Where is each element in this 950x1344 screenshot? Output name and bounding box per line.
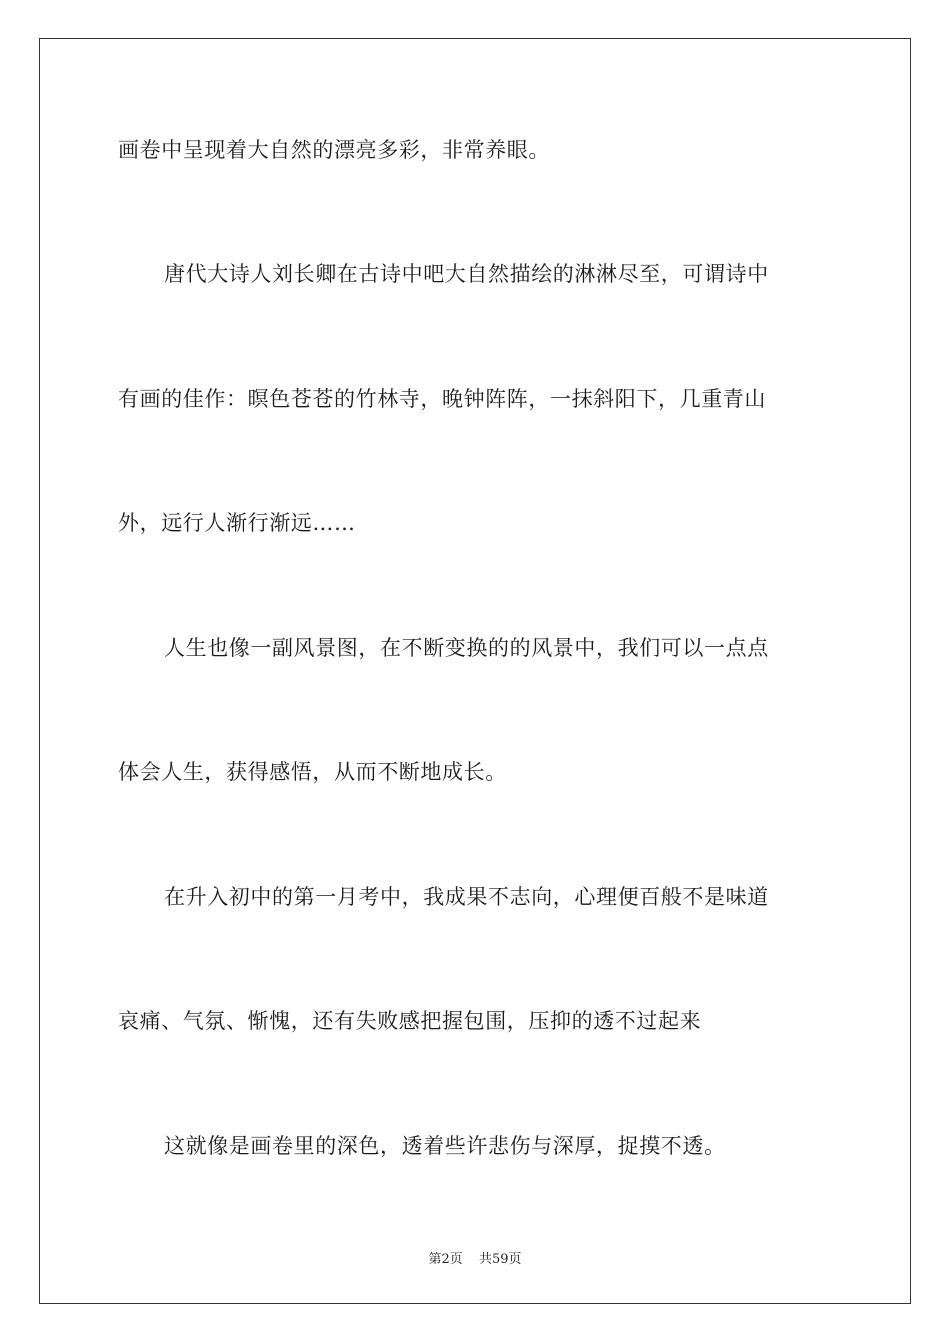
text-line-7: 在升入初中的第一月考中，我成果不志向，心理便百般不是味道 <box>164 885 769 909</box>
text-line-3: 有画的佳作：暝色苍苍的竹林寺，晚钟阵阵，一抹斜阳下，几重青山 <box>118 387 766 411</box>
text-line-6: 体会人生，获得感悟，从而不断地成长。 <box>118 760 507 784</box>
page-number: 第2页 <box>428 1252 463 1267</box>
text-line-5: 人生也像一副风景图，在不断变换的的风景中，我们可以一点点 <box>164 636 769 660</box>
page-frame <box>39 38 911 1304</box>
text-line-4: 外，远行人渐行渐远…… <box>118 511 356 535</box>
text-line-2: 唐代大诗人刘长卿在古诗中吧大自然描绘的淋淋尽至，可谓诗中 <box>164 262 769 286</box>
total-pages: 共59页 <box>478 1252 522 1267</box>
text-line-8: 哀痛、气氛、惭愧，还有失败感把握包围，压抑的透不过起来 <box>118 1009 702 1033</box>
page-footer <box>0 1248 950 1267</box>
text-line-1: 画卷中呈现着大自然的漂亮多彩，非常养眼。 <box>118 138 550 162</box>
text-line-9: 这就像是画卷里的深色，透着些许悲伤与深厚，捉摸不透。 <box>164 1134 726 1158</box>
